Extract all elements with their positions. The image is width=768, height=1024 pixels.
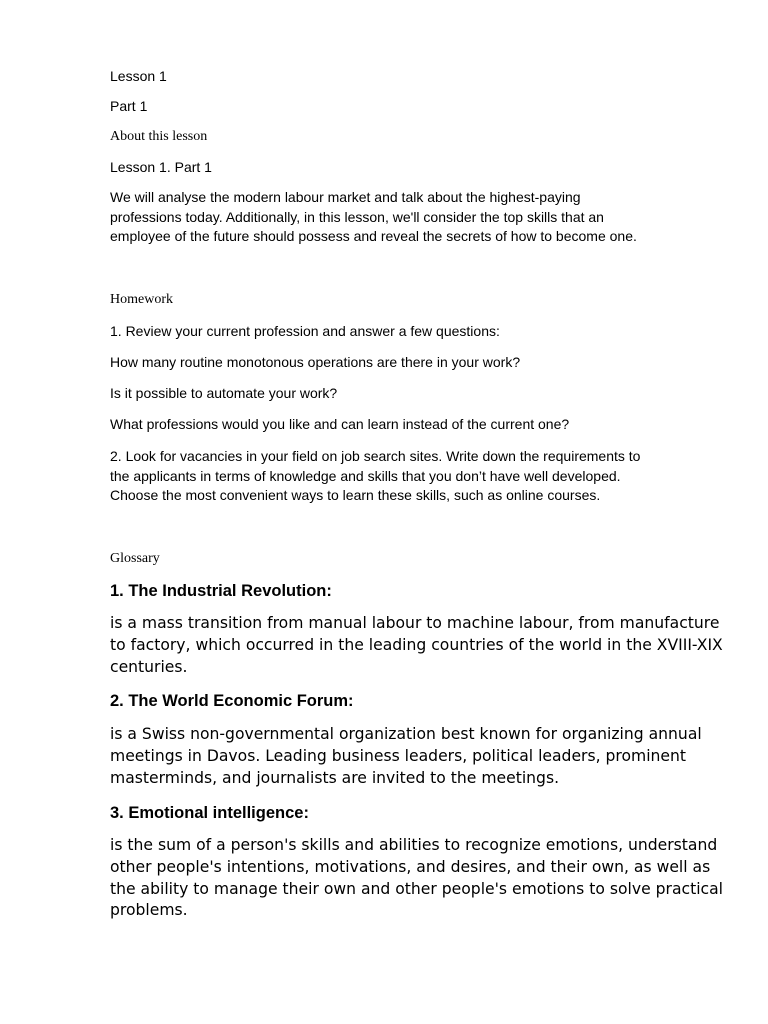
intro-line: professions today. Additionally, in this lesson, we'll consider the top skills that an [110, 208, 604, 225]
glossary-term: 1. The Industrial Revolution: [110, 582, 332, 600]
task2-line: Choose the most convenient ways to learn these skills, such as online courses. [110, 487, 601, 503]
task2-line: the applicants in terms of knowledge and skills that you don’t have well developed. [110, 467, 621, 484]
homework-task-1: 1. Review your current profession and answer a few questions: [110, 323, 500, 339]
homework-question: Is it possible to automate your work? [110, 385, 338, 401]
homework-question: What professions would you like and can learn instead of the current one? [110, 416, 570, 432]
definition-line: masterminds, and journalists are invited to the meetings. [110, 768, 560, 787]
definition-line: the ability to manage their own and other people's emotions to solve practical [110, 879, 723, 898]
definition-line: problems. [110, 901, 188, 920]
lesson-part-title: Lesson 1. Part 1 [110, 159, 212, 175]
homework-task-2 [110, 447, 710, 506]
definition-line: meetings in Davos. Leading business leaders, political leaders, prominent [110, 746, 687, 765]
definition-line: is a mass transition from manual labour to machine labour, from manufacture [110, 614, 720, 632]
definition-line: is a Swiss non-governmental organization best known for organizing annual [110, 725, 702, 743]
homework-heading: Homework [110, 292, 173, 307]
glossary-term: 3. Emotional intelligence: [110, 804, 309, 822]
definition-line: is the sum of a person's skills and abilities to recognize emotions, understand [110, 836, 718, 854]
about-heading: About this lesson [110, 129, 208, 144]
glossary-definition [110, 724, 720, 789]
glossary-heading: Glossary [110, 551, 160, 566]
intro-line: We will analyse the modern labour market and talk about the highest-paying [110, 189, 581, 205]
definition-line: to factory, which occurred in the leading countries of the world in the XVIII-XIX [110, 635, 723, 654]
homework-question: How many routine monotonous operations are there in your work? [110, 354, 521, 370]
part-label: Part 1 [110, 98, 148, 114]
definition-line: centuries. [110, 657, 188, 676]
glossary-definition [110, 613, 723, 678]
intro-paragraph [110, 188, 710, 247]
task2-line: 2. Look for vacancies in your field on job search sites. Write down the requirements to [110, 448, 641, 464]
intro-line: employee of the future should possess and reveal the secrets of how to become one. [110, 228, 637, 244]
glossary-definition [110, 835, 723, 922]
lesson-label: Lesson 1 [110, 68, 167, 84]
definition-line: other people's intentions, motivations, and desires, and their own, as well as [110, 857, 711, 876]
glossary-term: 2. The World Economic Forum: [110, 692, 354, 710]
